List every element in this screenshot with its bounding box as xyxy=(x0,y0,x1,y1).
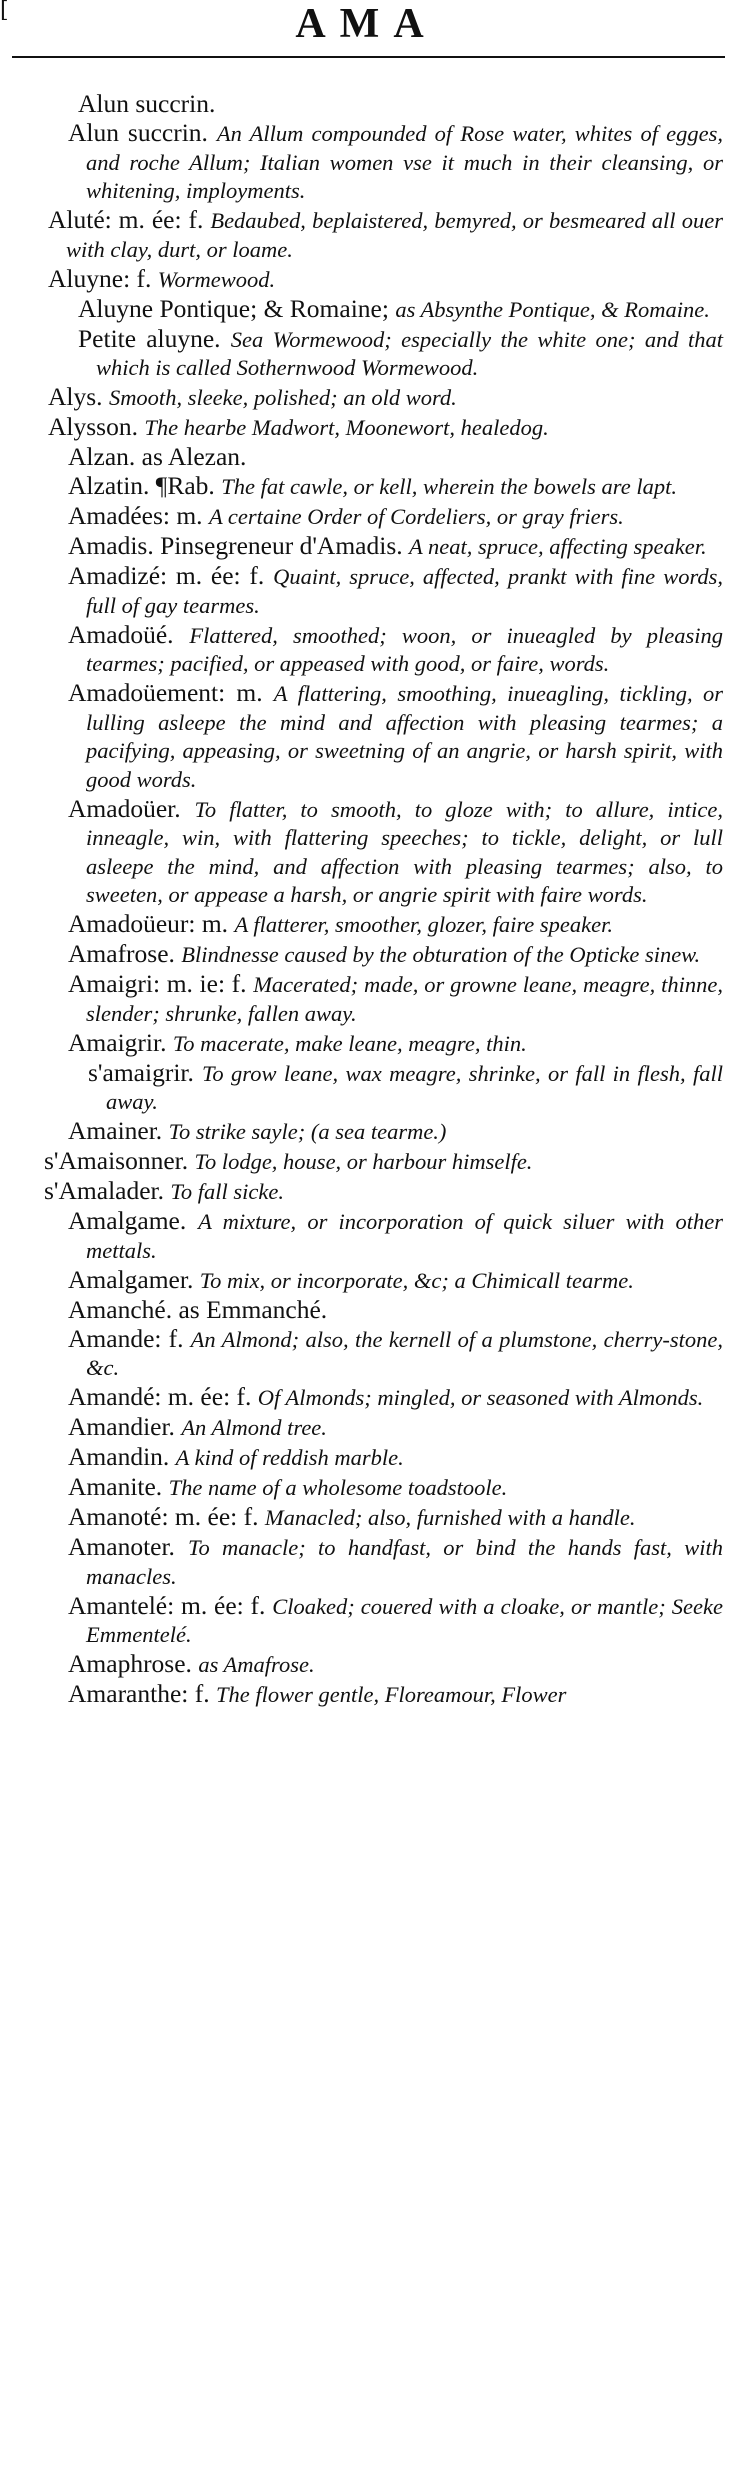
headword: Amaranthe: f. xyxy=(68,1679,210,1708)
gloss: To strike sayle; (a sea tearme.) xyxy=(168,1119,447,1144)
headword: Amandin. xyxy=(68,1442,170,1471)
entry-amadouement xyxy=(0,679,723,793)
gloss: The fat cawle, or kell, wherein the bowels are lapt. xyxy=(221,474,677,499)
headword: Amalgame. xyxy=(68,1206,187,1235)
entry-samaisonner xyxy=(0,1147,723,1176)
entry-alzan xyxy=(0,443,723,471)
entry-amande-adj xyxy=(0,1383,723,1412)
headword: Alzatin. ¶Rab. xyxy=(68,471,215,500)
corner-mark: [ xyxy=(0,0,9,23)
headword: Petite aluyne. xyxy=(78,323,221,353)
entry-list xyxy=(0,90,733,1710)
entry-amanoter xyxy=(0,1533,723,1590)
entry-alysson xyxy=(0,413,723,442)
headword: Amaphrose. xyxy=(68,1649,192,1678)
headword: Amadoüé. xyxy=(68,619,174,649)
gloss: Quaint, spruce, affected, prankt with fine words, full of gay tearmes. xyxy=(86,564,723,618)
gloss: as Amafrose. xyxy=(198,1652,315,1677)
headword: Amandé: m. ée: f. xyxy=(68,1382,252,1411)
headword: Aluyne: f. xyxy=(48,263,152,293)
gloss: An Almond; also, the kernell of a plumstone, cherry-stone, &c. xyxy=(86,1326,724,1380)
headword: Amadoüement: m. xyxy=(68,678,263,707)
entry-amaigri xyxy=(0,970,723,1027)
headword: Amanite. xyxy=(68,1472,163,1501)
gloss: A flatterer, smoother, glozer, faire speaker. xyxy=(234,912,613,937)
headword: Amadizé: m. ée: f. xyxy=(68,561,265,590)
headword: Aluyne Pontique; & Romaine; xyxy=(78,293,389,323)
gloss: Wormewood. xyxy=(157,266,276,292)
entry-amaigrir xyxy=(0,1029,723,1058)
entry-aluyne-pontique xyxy=(0,295,723,324)
entry-amalgamer xyxy=(0,1266,723,1295)
entry-amadis xyxy=(0,532,723,561)
entry-amafrose xyxy=(0,940,723,969)
entry-amaranthe xyxy=(0,1680,723,1709)
entry-samaigrir xyxy=(0,1059,723,1116)
gloss: A neat, spruce, affecting speaker. xyxy=(409,534,707,559)
gloss: The hearbe Madwort, Moonewort, healedog. xyxy=(144,415,549,440)
entry-amandier xyxy=(0,1413,723,1442)
gloss: An Allum compounded of Rose water, whites of egges, and roche Allum; Italian women vse it much in their cleansing, or whitening, imployments. xyxy=(86,121,723,203)
gloss: To manacle; to handfast, or bind the hands fast, with manacles. xyxy=(86,1535,723,1589)
gloss: To fall sicke. xyxy=(170,1179,284,1204)
gloss: The flower gentle, Floreamour, Flower xyxy=(215,1682,567,1707)
entry-amanite xyxy=(0,1473,723,1502)
headword: Amadées: m. xyxy=(68,501,203,530)
headword: Amaigrir. xyxy=(68,1027,167,1057)
entry-amantele xyxy=(0,1592,723,1649)
gloss: To grow leane, wax meagre, shrinke, or fall in flesh, fall away. xyxy=(106,1060,724,1114)
entry-amainer xyxy=(0,1117,723,1146)
entry-samalader xyxy=(0,1177,723,1206)
headword: s'Amalader. xyxy=(44,1176,165,1205)
gloss: To flatter, to smooth, to gloze with; to allure, intice, inneagle, win, with flattering speeches; to tickle, delight, or lull asleepe the mind, and affection with pleasing tearmes; also, to sweeten, or appease a harsh, or angrie spirit with faire words. xyxy=(86,796,723,907)
gloss: A certaine Order of Cordeliers, or gray friers. xyxy=(208,504,624,529)
entry-amande xyxy=(0,1325,723,1382)
gloss: A mixture, or incorporation of quick siluer with other mettals. xyxy=(86,1209,723,1263)
entry-alun-succrin-2 xyxy=(0,119,723,205)
headword: Amafrose. xyxy=(68,939,175,968)
entry-amaphrose xyxy=(0,1650,723,1679)
headword: s'Amaisonner. xyxy=(44,1146,189,1175)
gloss: To macerate, make leane, meagre, thin. xyxy=(172,1030,527,1056)
headword: Amaigri: m. ie: f. xyxy=(68,969,247,998)
entry-alun-succrin-1 xyxy=(0,90,723,118)
gloss: To mix, or incorporate, &c; a Chimicall tearme. xyxy=(199,1267,634,1293)
headword: Alysson. xyxy=(48,412,138,441)
running-head: AMA xyxy=(295,1,438,47)
headword: Amantelé: m. ée: f. xyxy=(68,1590,266,1620)
gloss: An Almond tree. xyxy=(181,1415,327,1440)
gloss: The name of a wholesome toadstoole. xyxy=(168,1475,508,1500)
headword: Amanché. as Emmanché. xyxy=(68,1294,328,1324)
gloss: Blindnesse caused by the obturation of the Opticke sinew. xyxy=(181,942,701,967)
entry-alys xyxy=(0,383,723,412)
gloss: Smooth, sleeke, polished; an old word. xyxy=(108,385,457,410)
headword: Amanoté: m. ée: f. xyxy=(68,1502,259,1531)
gloss: as Absynthe Pontique, & Romaine. xyxy=(395,296,710,322)
header-rule xyxy=(12,56,725,58)
headword: Alun succrin. xyxy=(68,118,208,147)
gloss: Sea Wormewood; especially the white one; and that which is called Sothernwood Wormewood. xyxy=(96,326,724,380)
gloss: A kind of reddish marble. xyxy=(175,1445,404,1470)
entry-alzatin xyxy=(0,472,723,501)
gloss: Manacled; also, furnished with a handle. xyxy=(264,1505,636,1530)
gloss: Macerated; made, or growne leane, meagre, thinne, slender; shrunke, fallen away. xyxy=(86,972,723,1026)
entry-aluyne xyxy=(0,265,723,294)
entry-alute xyxy=(0,206,723,263)
gloss: To lodge, house, or harbour himselfe. xyxy=(194,1149,533,1174)
headword: Alys. xyxy=(48,382,103,411)
headword: Aluté: m. ée: f. xyxy=(48,205,204,234)
headword: Amalgamer. xyxy=(68,1264,194,1294)
gloss: A flattering, smoothing, inueagling, tickling, or lulling asleepe the mind and affection with pleasing tearmes; a pacifying, appeasing, or sweetning of an angrie, or harsh spirit, with good words. xyxy=(86,681,724,792)
headword: Amandier. xyxy=(68,1412,175,1441)
gloss: Flattered, smoothed; woon, or inueagled by pleasing tearmes; pacified, or appeased with good, or faire, words. xyxy=(86,622,723,676)
headword: Alzan. as Alezan. xyxy=(68,442,247,471)
entry-amalgame xyxy=(0,1207,723,1264)
headword: Amadoüeur: m. xyxy=(68,909,229,938)
headword: Amanoter. xyxy=(68,1532,175,1561)
headword: Amadis. Pinsegreneur d'Amadis. xyxy=(68,531,403,560)
gloss: Cloaked; couered with a cloake, or mantle; Seeke Emmentelé. xyxy=(86,1593,723,1647)
headword: Amainer. xyxy=(68,1116,163,1145)
gloss: Bedaubed, beplaistered, bemyred, or besmeared all ouer with clay, durt, or loame. xyxy=(66,208,723,262)
headword: Amande: f. xyxy=(68,1323,184,1353)
entry-amadoueur xyxy=(0,910,723,939)
entry-amadees xyxy=(0,502,723,531)
entry-amandin xyxy=(0,1443,723,1472)
entry-amadoue xyxy=(0,621,723,678)
headword: Amadoüer. xyxy=(68,793,181,823)
entry-petite-aluyne xyxy=(0,325,723,382)
headword: s'amaigrir. xyxy=(88,1057,194,1087)
entry-amadize xyxy=(0,562,723,619)
entry-amanche xyxy=(0,1296,723,1324)
gloss: Of Almonds; mingled, or seasoned with Almonds. xyxy=(257,1385,704,1410)
headword: Alun succrin. xyxy=(78,89,216,118)
entry-amadouer xyxy=(0,795,723,909)
entry-amanote xyxy=(0,1503,723,1532)
